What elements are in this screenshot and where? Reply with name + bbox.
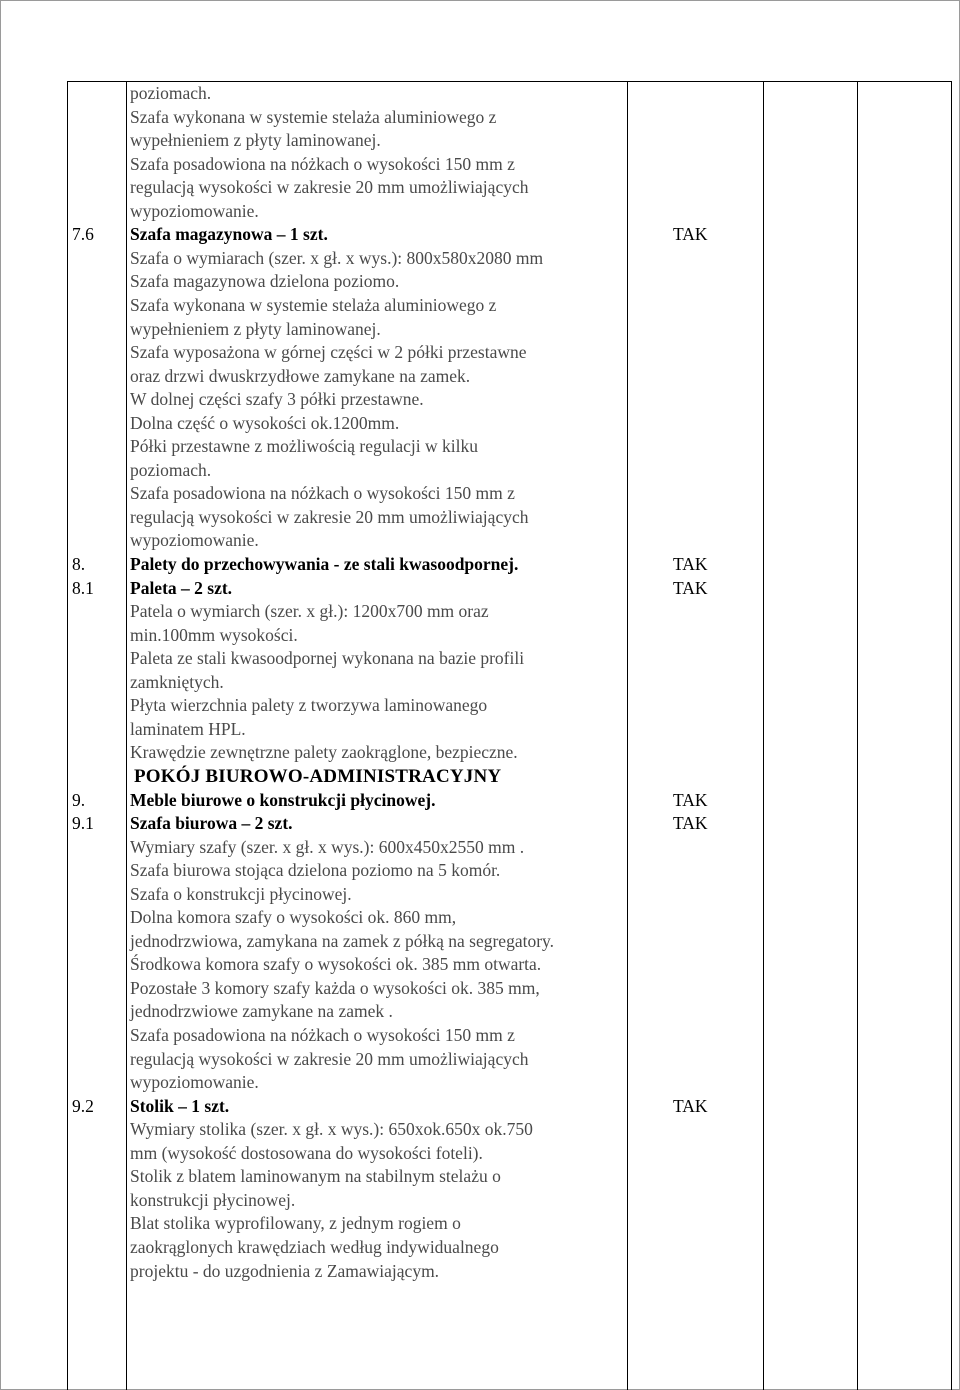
item-description-line: projektu - do uzgodnienia z Zamawiającym.: [130, 1261, 440, 1281]
item-description-line: laminatem HPL.: [130, 719, 246, 739]
table-divider-description: [627, 81, 628, 1390]
item-description-line: wypełnieniem z płyty laminowanej.: [130, 130, 381, 150]
item-title: Szafa magazynowa – 1 szt.: [130, 224, 328, 244]
item-description-line: regulacją wysokości w zakresie 20 mm umożliwiających: [130, 177, 529, 197]
item-description-line: wypoziomowanie.: [130, 201, 259, 221]
item-description-line: Paleta ze stali kwasoodpornej wykonana na bazie profili: [130, 648, 525, 668]
item-description-line: Stolik z blatem laminowanym na stabilnym stelażu o: [130, 1166, 501, 1186]
item-description-line: Wymiary stolika (szer. x gł. x wys.): 650xok.650x ok.750: [130, 1119, 533, 1139]
compliance-value: TAK: [673, 578, 708, 598]
item-description-line: Szafa biurowa stojąca dzielona poziomo na 5 komór.: [130, 860, 501, 880]
compliance-value: TAK: [673, 813, 708, 833]
item-description-line: jednodrzwiowa, zamykana na zamek z półką na segregatory.: [130, 931, 555, 951]
item-description-line: Wymiary szafy (szer. x gł. x wys.): 600x450x2550 mm .: [130, 837, 525, 857]
compliance-value: TAK: [673, 1096, 708, 1116]
item-description-line: Szafa o konstrukcji płycinowej.: [130, 884, 352, 904]
item-description-line: mm (wysokość dostosowana do wysokości foteli).: [130, 1143, 483, 1163]
item-number: 9.2: [72, 1096, 94, 1116]
item-number: 9.: [72, 790, 86, 810]
item-description-line: zamkniętych.: [130, 672, 224, 692]
item-description-line: wypełnieniem z płyty laminowanej.: [130, 319, 381, 339]
item-description-line: W dolnej części szafy 3 półki przestawne.: [130, 389, 424, 409]
table-divider-number: [126, 81, 127, 1390]
compliance-value: TAK: [673, 790, 708, 810]
item-description-line: Pozostałe 3 komory szafy każda o wysokości ok. 385 mm,: [130, 978, 540, 998]
item-number: 8.: [72, 554, 86, 574]
item-description-line: Dolna część o wysokości ok.1200mm.: [130, 413, 400, 433]
item-description-line: Półki przestawne z możliwością regulacji w kilku: [130, 436, 478, 456]
item-description-line: Szafa wykonana w systemie stelaża aluminiowego z: [130, 107, 497, 127]
compliance-value: TAK: [673, 224, 708, 244]
item-description-line: Płyta wierzchnia palety z tworzywa laminowanego: [130, 695, 488, 715]
item-title: Meble biurowe o konstrukcji płycinowej.: [130, 790, 436, 810]
item-description-line: Blat stolika wyprofilowany, z jednym rogiem o: [130, 1213, 461, 1233]
item-title: Palety do przechowywania - ze stali kwasoodpornej.: [130, 554, 519, 574]
item-description-line: oraz drzwi dwuskrzydłowe zamykane na zamek.: [130, 366, 471, 386]
table-divider-compliance: [763, 81, 764, 1390]
item-description-line: Patela o wymiarch (szer. x gł.): 1200x700 mm oraz: [130, 601, 489, 621]
section-heading: POKÓJ BIUROWO-ADMINISTRACYJNY: [134, 766, 502, 787]
compliance-value: TAK: [673, 554, 708, 574]
table-divider-params: [857, 81, 858, 1390]
item-title: Paleta – 2 szt.: [130, 578, 233, 598]
item-description-line: Szafa posadowiona na nóżkach o wysokości 150 mm z: [130, 1025, 515, 1045]
item-description-line: Środkowa komora szafy o wysokości ok. 385 mm otwarta.: [130, 954, 542, 974]
item-description-line: Szafa o wymiarach (szer. x gł. x wys.): 800x580x2080 mm: [130, 248, 544, 268]
item-description-line: poziomach.: [130, 83, 212, 103]
item-number: 9.1: [72, 813, 94, 833]
item-description-line: poziomach.: [130, 460, 212, 480]
table-border-left: [67, 81, 68, 1390]
item-description-line: wypoziomowanie.: [130, 530, 259, 550]
item-number: 8.1: [72, 578, 94, 598]
table-border-right: [951, 81, 952, 1390]
item-description-line: regulacją wysokości w zakresie 20 mm umożliwiających: [130, 507, 529, 527]
item-description-line: jednodrzwiowe zamykane na zamek .: [130, 1001, 393, 1021]
item-description-line: konstrukcji płycinowej.: [130, 1190, 296, 1210]
item-description-line: Krawędzie zewnętrzne palety zaokrąglone, bezpieczne.: [130, 742, 518, 762]
item-description-line: zaokrąglonych krawędziach według indywidualnego: [130, 1237, 499, 1257]
item-description-line: Dolna komora szafy o wysokości ok. 860 mm,: [130, 907, 457, 927]
item-description-line: Szafa posadowiona na nóżkach o wysokości 150 mm z: [130, 154, 515, 174]
item-title: Szafa biurowa – 2 szt.: [130, 813, 293, 833]
item-description-line: min.100mm wysokości.: [130, 625, 298, 645]
item-description-line: Szafa posadowiona na nóżkach o wysokości 150 mm z: [130, 483, 515, 503]
item-number: 7.6: [72, 224, 94, 244]
item-description-line: regulacją wysokości w zakresie 20 mm umożliwiających: [130, 1049, 529, 1069]
item-description-line: Szafa wyposażona w górnej części w 2 półki przestawne: [130, 342, 527, 362]
item-description-line: Szafa wykonana w systemie stelaża aluminiowego z: [130, 295, 497, 315]
item-description-line: wypoziomowanie.: [130, 1072, 259, 1092]
item-description-line: Szafa magazynowa dzielona poziomo.: [130, 271, 400, 291]
item-title: Stolik – 1 szt.: [130, 1096, 230, 1116]
